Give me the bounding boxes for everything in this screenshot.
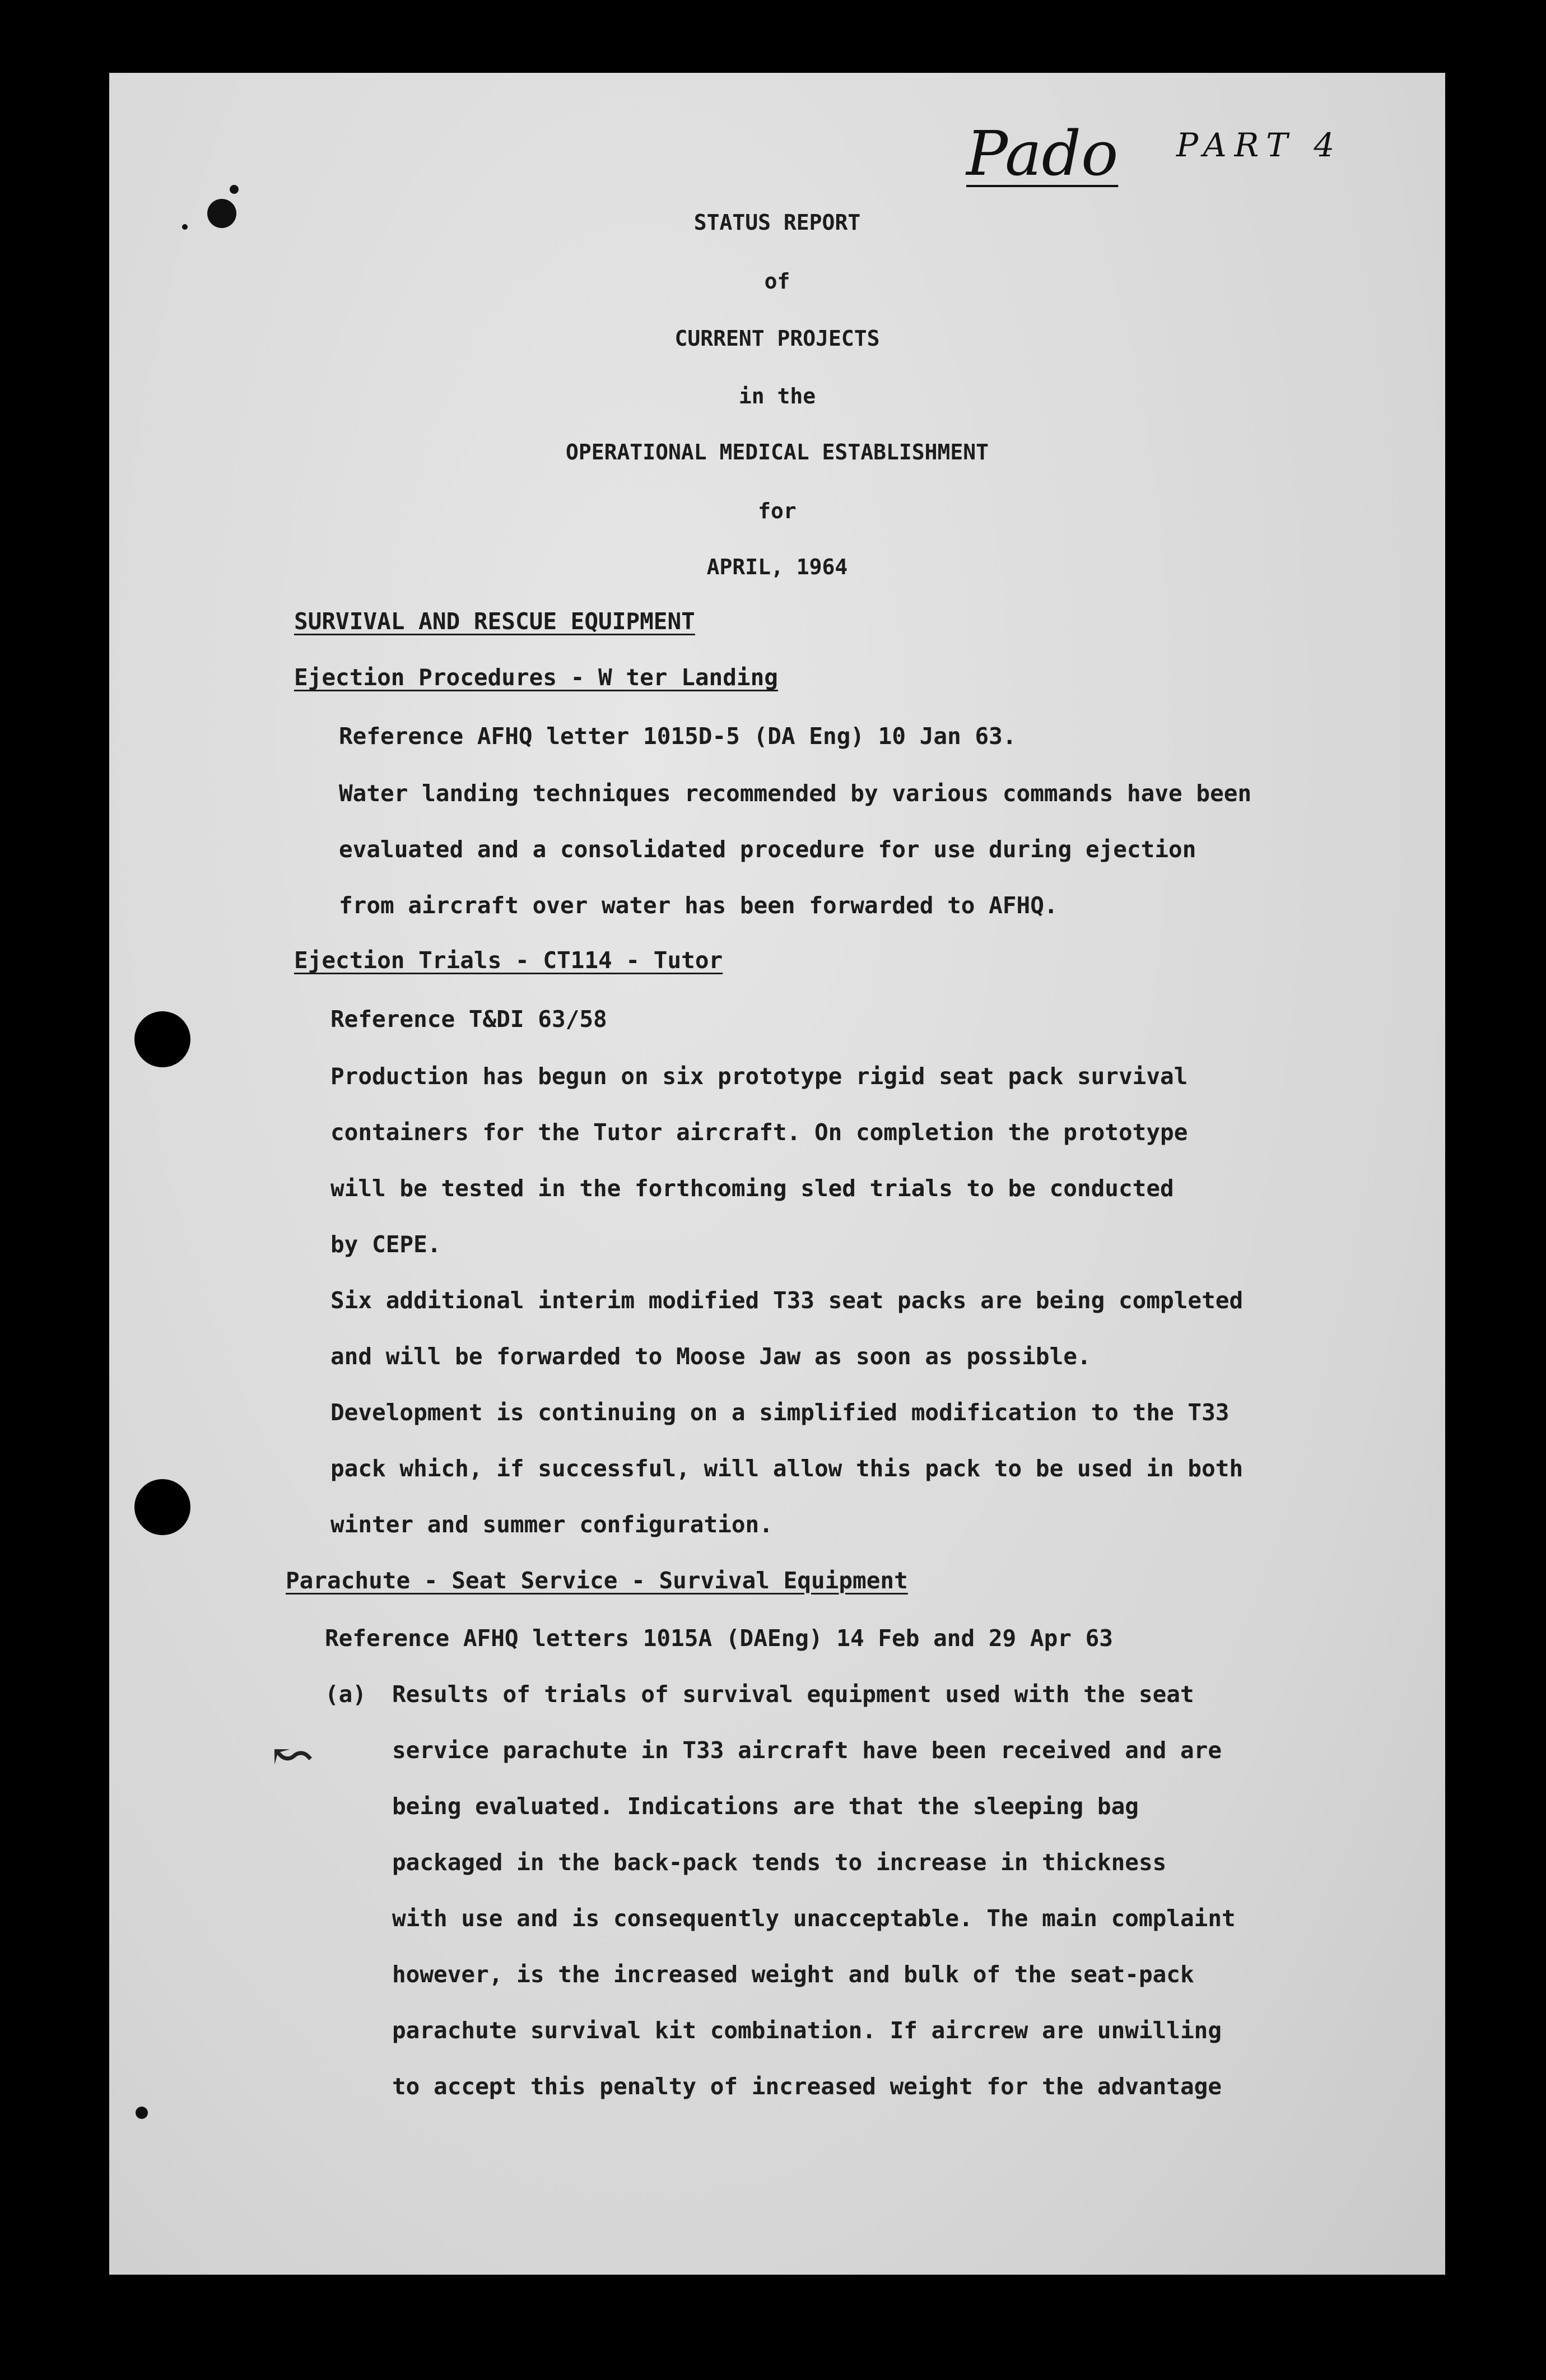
- body-line: with use and is consequently unacceptable. The main complaint: [392, 1905, 1236, 1932]
- item-heading-ejection-trials: Ejection Trials - CT114 - Tutor: [294, 947, 723, 974]
- header-line-for: for: [758, 499, 797, 523]
- section-title: SURVIVAL AND RESCUE EQUIPMENT: [294, 608, 695, 635]
- body-line: however, is the increased weight and bulk of the seat-pack: [392, 1961, 1194, 1988]
- body-line: by CEPE.: [330, 1231, 441, 1258]
- body-line: Six additional interim modified T33 seat packs are being completed: [330, 1287, 1244, 1314]
- body-line: packaged in the back-pack tends to increase in thickness: [392, 1849, 1167, 1876]
- item-heading-ejection-water: Ejection Procedures - W ter Landing: [294, 664, 778, 691]
- body-line: will be tested in the forthcoming sled trials to be conducted: [330, 1175, 1174, 1202]
- body-line: evaluated and a consolidated procedure for use during ejection: [339, 836, 1196, 863]
- body-line: Results of trials of survival equipment used with the seat: [392, 1681, 1194, 1708]
- handwritten-file-reference: Pado: [966, 118, 1119, 189]
- item-reference: Reference AFHQ letters 1015A (DAEng) 14 Feb and 29 Apr 63: [325, 1625, 1113, 1652]
- body-line: Development is continuing on a simplified modification to the T33: [330, 1399, 1230, 1426]
- header-line-date: APRIL, 1964: [706, 555, 848, 579]
- item-heading-parachute: Parachute - Seat Service - Survival Equipment: [286, 1567, 908, 1594]
- ink-speck: [136, 2107, 148, 2119]
- body-line: containers for the Tutor aircraft. On completion the prototype: [330, 1119, 1188, 1146]
- ink-speck: [230, 185, 239, 194]
- body-line: pack which, if successful, will allow this pack to be used in both: [330, 1455, 1244, 1482]
- body-line: from aircraft over water has been forwarded to AFHQ.: [339, 892, 1058, 919]
- body-line: being evaluated. Indications are that the sleeping bag: [392, 1793, 1139, 1820]
- item-reference: Reference T&DI 63/58: [330, 1006, 607, 1033]
- punch-hole-top: [134, 1011, 190, 1067]
- body-line: Water landing techniques recommended by various commands have been: [339, 780, 1252, 807]
- body-line: service parachute in T33 aircraft have been received and are: [392, 1737, 1222, 1764]
- body-line: and will be forwarded to Moose Jaw as soon as possible.: [330, 1343, 1091, 1370]
- header-line-current-projects: CURRENT PROJECTS: [674, 326, 880, 351]
- body-line: Production has begun on six prototype rigid seat pack survival: [330, 1063, 1188, 1090]
- header-line-in-the: in the: [738, 384, 816, 408]
- margin-check-mark-icon: ↜: [272, 1726, 314, 1784]
- header-line-establishment: OPERATIONAL MEDICAL ESTABLISHMENT: [566, 440, 989, 464]
- header-line-of: of: [764, 269, 790, 294]
- punch-hole-bottom: [134, 1479, 190, 1535]
- body-line: winter and summer configuration.: [330, 1511, 773, 1538]
- item-reference: Reference AFHQ letter 1015D-5 (DA Eng) 10 Jan 63.: [339, 723, 1017, 750]
- body-line: parachute survival kit combination. If aircrew are unwilling: [392, 2017, 1222, 2044]
- header-line-status-report: STATUS REPORT: [693, 210, 861, 235]
- body-line: to accept this penalty of increased weight for the advantage: [392, 2073, 1222, 2100]
- handwritten-part-number: PART 4: [1176, 126, 1343, 164]
- document-page: [109, 73, 1445, 2275]
- paragraph-label-a: (a): [325, 1681, 367, 1708]
